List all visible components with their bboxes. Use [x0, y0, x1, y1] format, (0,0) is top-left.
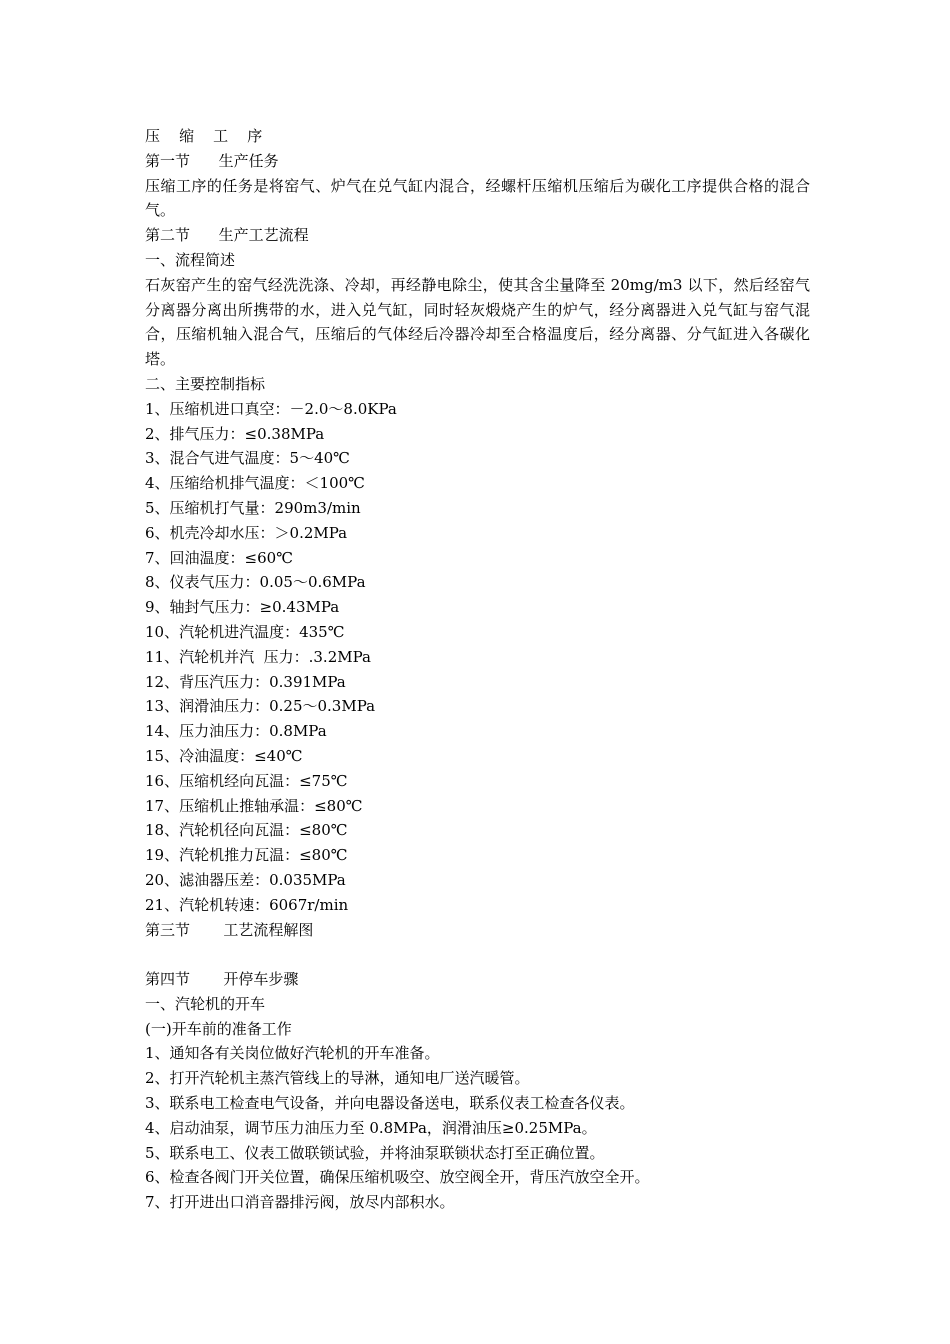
indicator-item: 4、压缩给机排气温度：＜100℃ [145, 474, 365, 493]
indicator-list [145, 397, 810, 918]
indicator-item: 14、压力油压力：0.8MPa [145, 722, 327, 741]
document-title: 压 缩 工 序 [145, 127, 263, 145]
preparation-step: 2、打开汽轮机主蒸汽管线上的导淋，通知电厂送汽暖管。 [145, 1069, 530, 1088]
preparation-step: 1、通知各有关岗位做好汽轮机的开车准备。 [145, 1044, 440, 1063]
preparation-step: 3、联系电工检查电气设备，并向电器设备送电，联系仪表工检查各仪表。 [145, 1094, 635, 1113]
section-4-heading: 第四节 开停车步骤 [145, 970, 299, 989]
indicator-item: 3、混合气进气温度：5～40℃ [145, 449, 350, 468]
section-3-heading: 第三节 工艺流程解图 [145, 920, 314, 939]
section-2-subheading-indicators: 二、主要控制指标 [145, 374, 266, 393]
document-page [145, 124, 810, 1215]
indicator-item: 9、轴封气压力：≥0.43MPa [145, 598, 340, 617]
preparation-step: 5、联系电工、仪表工做联锁试验，并将油泵联锁状态打至正确位置。 [145, 1143, 605, 1162]
indicator-item: 6、机壳冷却水压：＞0.2MPa [145, 523, 348, 542]
section-2-paragraph: 石灰窑产生的窑气经洗洗涤、冷却，再经静电除尘，使其含尘量降至 20mg/m3 以下，然后经窑气分离器分离出所携带的水，进入兑气缸，同时轻灰煅烧产生的炉气，经分离器进入兑气缸与窑气混合，压缩机轴入混合气，压缩后的气体经后冷器冷却至合格温度后，经分离器、分气缸进入各碳化塔。 [145, 275, 810, 369]
indicator-item: 19、汽轮机推力瓦温：≤80℃ [145, 846, 348, 865]
indicator-item: 17、压缩机止推轴承温：≤80℃ [145, 796, 363, 815]
indicator-item: 1、压缩机进口真空：－2.0～8.0KPa [145, 399, 397, 418]
preparation-step: 4、启动油泵，调节压力油压力至 0.8MPa，润滑油压≥0.25MPa。 [145, 1118, 597, 1137]
section-1-paragraph: 压缩工序的任务是将窑气、炉气在兑气缸内混合，经螺杆压缩机压缩后为碳化工序提供合格的混合气。 [145, 176, 810, 220]
indicator-item: 21、汽轮机转速：6067r/min [145, 895, 349, 914]
indicator-item: 18、汽轮机径向瓦温：≤80℃ [145, 821, 348, 840]
indicator-item: 2、排气压力：≤0.38MPa [145, 424, 325, 443]
indicator-item: 16、压缩机经向瓦温：≤75℃ [145, 771, 348, 790]
preparation-step: 7、打开进出口消音器排污阀，放尽内部积水。 [145, 1193, 455, 1212]
section-1-heading: 第一节 生产任务 [145, 151, 279, 170]
section-4-subheading-preparation: (一)开车前的准备工作 [145, 1019, 292, 1038]
preparation-step: 6、检查各阀门开关位置，确保压缩机吸空、放空阀全开，背压汽放空全开。 [145, 1168, 650, 1187]
indicator-item: 5、压缩机打气量：290m3/min [145, 498, 361, 517]
indicator-item: 13、润滑油压力：0.25～0.3MPa [145, 697, 376, 716]
indicator-item: 11、汽轮机并汽 压力：.3.2MPa [145, 647, 371, 666]
indicator-item: 12、背压汽压力：0.391MPa [145, 672, 346, 691]
section-2-subheading-flow: 一、流程简述 [145, 250, 236, 269]
section-2-heading: 第二节 生产工艺流程 [145, 226, 309, 245]
preparation-step-list [145, 1041, 810, 1215]
blank-line [145, 942, 810, 967]
indicator-item: 15、冷油温度：≤40℃ [145, 746, 303, 765]
indicator-item: 8、仪表气压力：0.05～0.6MPa [145, 573, 366, 592]
indicator-item: 7、回油温度：≤60℃ [145, 548, 293, 567]
indicator-item: 20、滤油器压差：0.035MPa [145, 870, 346, 889]
section-4-subheading-startup: 一、汽轮机的开车 [145, 994, 266, 1013]
indicator-item: 10、汽轮机进汽温度：435℃ [145, 622, 345, 641]
